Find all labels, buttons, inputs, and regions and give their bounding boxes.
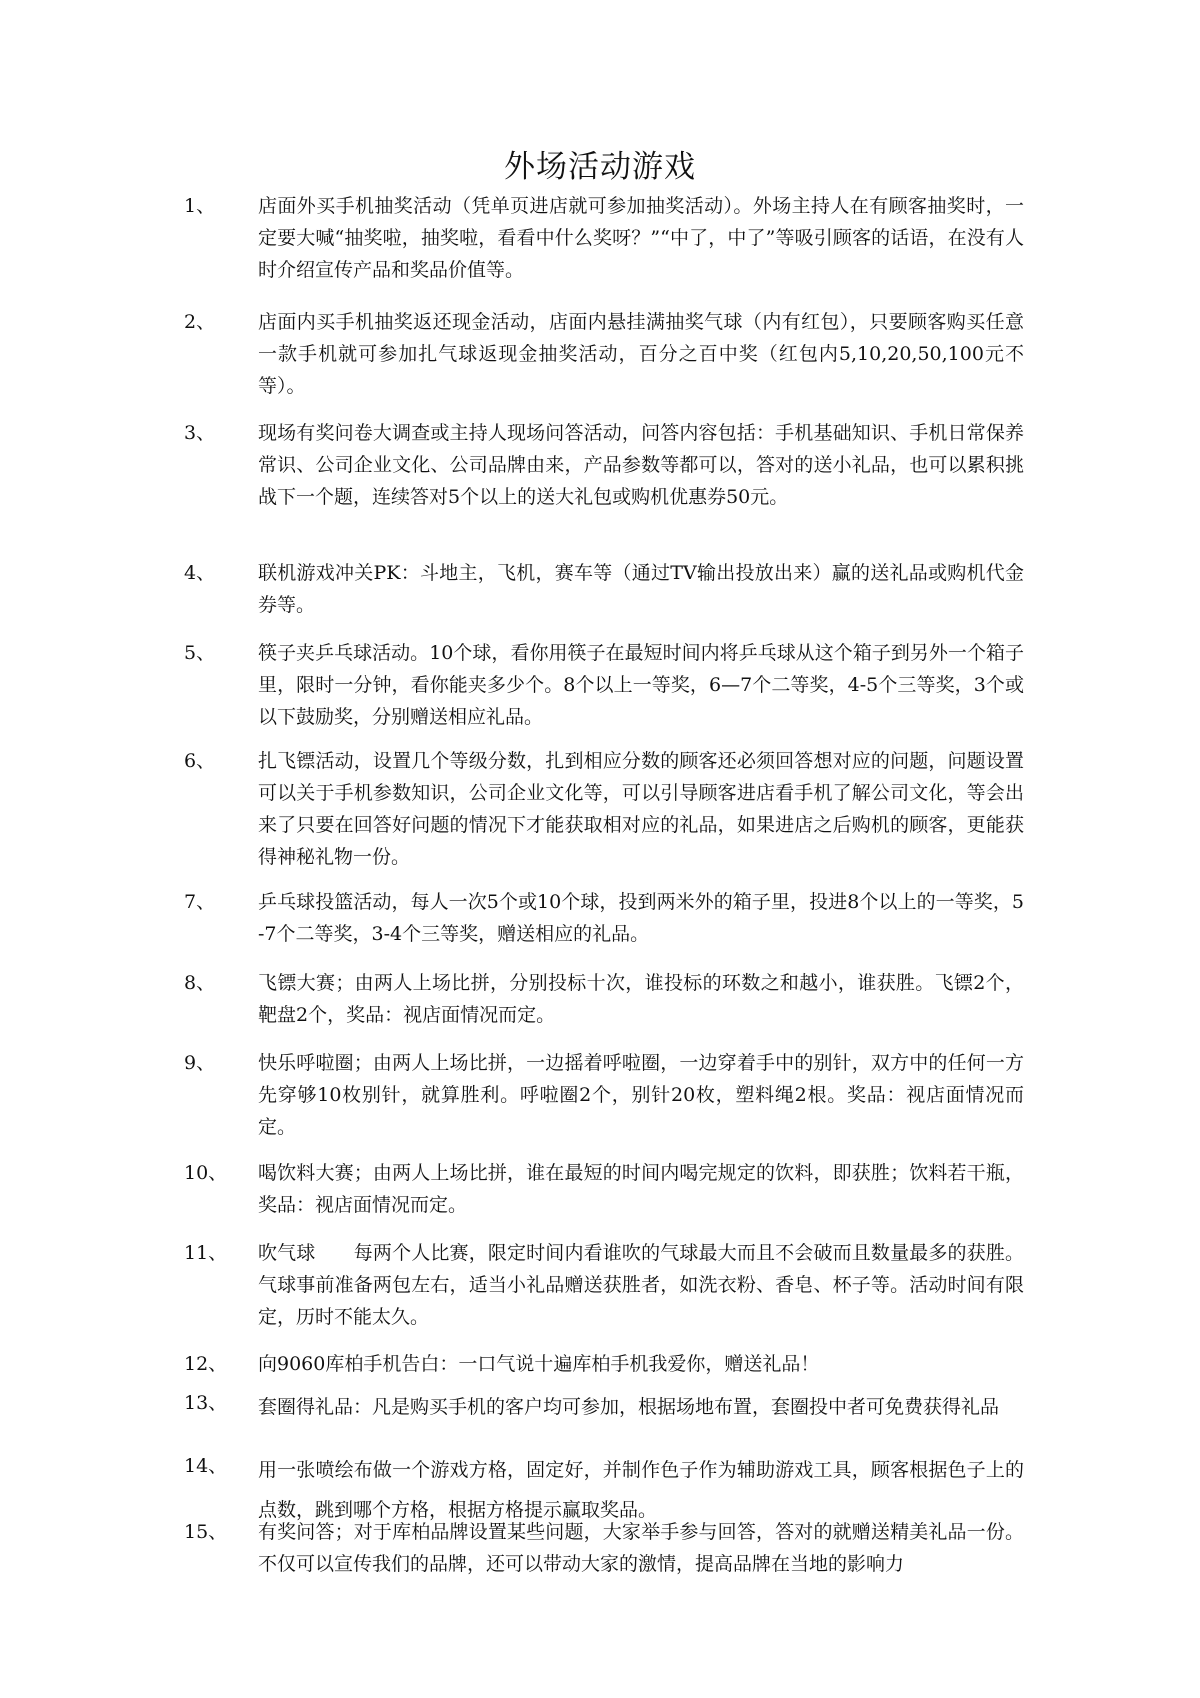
item-number: 8、 — [184, 972, 216, 994]
item-text: 店面内买手机抽奖返还现金活动，店面内悬挂满抽奖气球（内有红包），只要顾客购买任意一款手机就可参加扎气球返现金抽奖活动，百分之百中奖（红包内5,10,20,50,100元不等）。 — [258, 311, 1024, 397]
list-item — [184, 306, 1024, 402]
list-item — [184, 1516, 1024, 1580]
item-number: 5、 — [184, 642, 216, 664]
item-number: 11、 — [184, 1242, 228, 1264]
item-text: 有奖问答；对于库柏品牌设置某些问题，大家举手参与回答，答对的就赠送精美礼品一份。不仅可以宣传我们的品牌，还可以带动大家的激情，提高品牌在当地的影响力 — [258, 1521, 1024, 1575]
item-text: 筷子夹乒乓球活动。10个球，看你用筷子在最短时间内将乒乓球从这个箱子到另外一个箱子里，限时一分钟，看你能夹多少个。8个以上一等奖，6—7个二等奖，4-5个三等奖，3个或以下鼓励奖，分别赠送相应礼品。 — [258, 642, 1024, 728]
item-number: 6、 — [184, 750, 216, 772]
item-number: 14、 — [184, 1455, 228, 1477]
item-number: 7、 — [184, 891, 216, 913]
item-number: 3、 — [184, 422, 216, 444]
item-text: 现场有奖问卷大调查或主持人现场问答活动，问答内容包括：手机基础知识、手机日常保养常识、公司企业文化、公司品牌由来，产品参数等都可以，答对的送小礼品，也可以累积挑战下一个题，连续答对5个以上的送大礼包或购机优惠券50元。 — [258, 422, 1024, 508]
item-number: 1、 — [184, 195, 216, 217]
item-text: 扎飞镖活动，设置几个等级分数，扎到相应分数的顾客还必须回答想对应的问题，问题设置可以关于手机参数知识，公司企业文化等，可以引导顾客进店看手机了解公司文化，等会出来了只要在回答好问题的情况下才能获取相对应的礼品，如果进店之后购机的顾客，更能获得神秘礼物一份。 — [258, 750, 1024, 868]
list-item — [184, 1047, 1024, 1143]
item-text: 向9060库柏手机告白：一口气说十遍库柏手机我爱你，赠送礼品！ — [258, 1353, 820, 1375]
item-number: 15、 — [184, 1521, 228, 1543]
item-number: 9、 — [184, 1052, 216, 1074]
list-item — [184, 1157, 1024, 1221]
list-item — [184, 967, 1024, 1031]
list-item — [184, 557, 1024, 621]
item-text: 吹气球 每两个人比赛，限定时间内看谁吹的气球最大而且不会破而且数量最多的获胜。气球事前准备两包左右，适当小礼品赠送获胜者，如洗衣粉、香皂、杯子等。活动时间有限定，历时不能太久。 — [258, 1242, 1024, 1328]
list-item — [184, 1387, 1024, 1427]
list-item — [184, 886, 1024, 950]
item-text: 套圈得礼品：凡是购买手机的客户均可参加，根据场地布置，套圈投中者可免费获得礼品 — [258, 1396, 1000, 1418]
item-text: 店面外买手机抽奖活动（凭单页进店就可参加抽奖活动）。外场主持人在有顾客抽奖时，一定要大喊“抽奖啦，抽奖啦，看看中什么奖呀？”“中了，中了”等吸引顾客的话语，在没有人时介绍宣传产品和奖品价值等。 — [258, 195, 1024, 281]
list-item — [184, 1348, 1024, 1380]
item-text: 联机游戏冲关PK：斗地主，飞机，赛车等（通过TV输出投放出来）赢的送礼品或购机代金券等。 — [258, 562, 1024, 616]
list-item — [184, 417, 1024, 513]
list-item — [184, 1237, 1024, 1333]
item-number: 10、 — [184, 1162, 228, 1184]
item-number: 13、 — [184, 1392, 228, 1414]
item-text: 喝饮料大赛；由两人上场比拼，谁在最短的时间内喝完规定的饮料，即获胜；饮料若干瓶，奖品：视店面情况而定。 — [258, 1162, 1024, 1216]
item-text: 快乐呼啦圈；由两人上场比拼，一边摇着呼啦圈，一边穿着手中的别针，双方中的任何一方先穿够10枚别针，就算胜利。呼啦圈2个，别针20枚，塑料绳2根。奖品：视店面情况而定。 — [258, 1052, 1024, 1138]
item-text: 飞镖大赛；由两人上场比拼，分别投标十次，谁投标的环数之和越小，谁获胜。飞镖2个，靶盘2个，奖品：视店面情况而定。 — [258, 972, 1024, 1026]
item-text: 乒乓球投篮活动，每人一次5个或10个球，投到两米外的箱子里，投进8个以上的一等奖，5-7个二等奖，3-4个三等奖，赠送相应的礼品。 — [258, 891, 1024, 945]
item-text: 用一张喷绘布做一个游戏方格，固定好，并制作色子作为辅助游戏工具，顾客根据色子上的点数，跳到哪个方格，根据方格提示赢取奖品。 — [258, 1459, 1024, 1521]
item-number: 4、 — [184, 562, 216, 584]
item-number: 12、 — [184, 1353, 228, 1375]
list-item — [184, 637, 1024, 733]
page-title: 外场活动游戏 — [504, 149, 696, 185]
item-number: 2、 — [184, 311, 216, 333]
list-item — [184, 745, 1024, 873]
list-item — [184, 190, 1024, 286]
